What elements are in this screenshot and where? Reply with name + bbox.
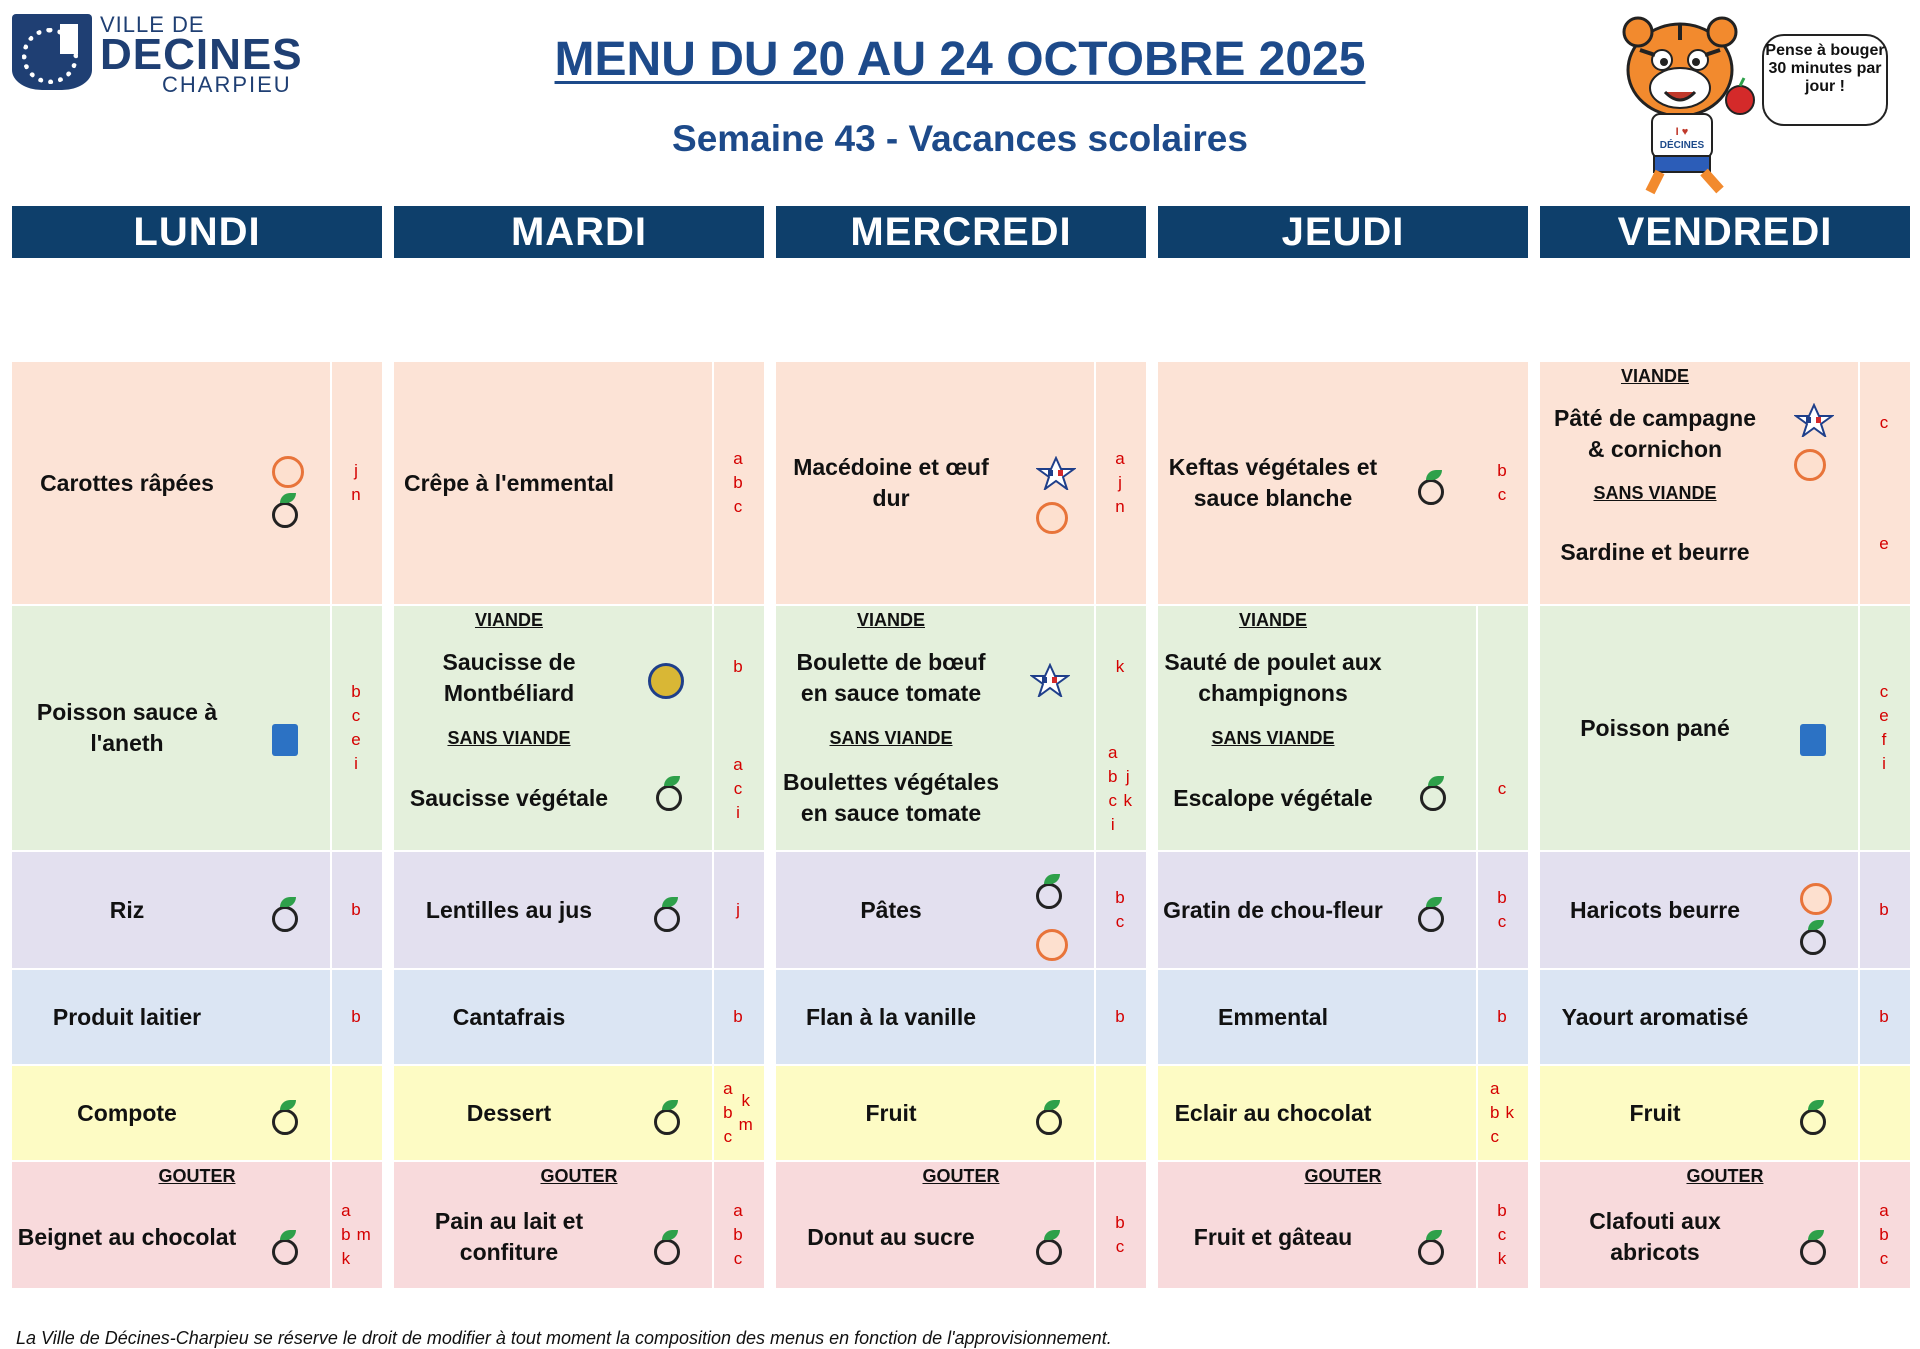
dish-name: Riz bbox=[109, 896, 145, 923]
allergen-column bbox=[357, 1223, 371, 1247]
igp-seal-icon bbox=[648, 663, 684, 699]
allergen-code: b bbox=[341, 1225, 351, 1244]
city-crest-icon bbox=[12, 14, 92, 90]
green-leaf-icon bbox=[1036, 1109, 1062, 1135]
allergen-code: c bbox=[723, 1127, 733, 1146]
allergen-codes bbox=[1476, 1066, 1528, 1160]
dish-name: Poisson sauce à l'aneth bbox=[36, 699, 218, 756]
dish-name: Boulettes végétales en sauce tomate bbox=[782, 769, 1000, 826]
dish-name: Beignet au chocolat bbox=[17, 1223, 237, 1250]
allergen-column bbox=[351, 459, 360, 507]
green-leaf-icon bbox=[656, 785, 682, 811]
dish-name: Produit laitier bbox=[52, 1003, 202, 1030]
allergen-code: k bbox=[1115, 657, 1125, 676]
green-leaf-icon bbox=[1036, 883, 1062, 909]
allergen-column bbox=[1497, 886, 1506, 934]
allergen-column bbox=[1879, 1005, 1888, 1029]
logo-line3: CHARPIEU bbox=[162, 72, 292, 97]
green-leaf-icon bbox=[1418, 1239, 1444, 1265]
allergen-code: k bbox=[741, 1091, 750, 1110]
allergen-codes bbox=[1476, 728, 1528, 850]
green-leaf-icon bbox=[654, 1239, 680, 1265]
allergen-code: c bbox=[1497, 485, 1507, 504]
allergen-column bbox=[1115, 447, 1124, 519]
allergen-column bbox=[1115, 886, 1124, 934]
dish-name: Pâté de campagne & cornichon bbox=[1554, 404, 1756, 462]
allergen-code: b bbox=[351, 900, 361, 919]
orange-badge-icon bbox=[1036, 929, 1068, 961]
allergen-codes bbox=[712, 362, 764, 604]
orange-badge-icon bbox=[272, 456, 304, 488]
allergen-code: c bbox=[1490, 1127, 1499, 1146]
allergen-column bbox=[723, 1077, 732, 1149]
allergen-codes bbox=[712, 970, 764, 1064]
allergen-code: c bbox=[1497, 779, 1507, 798]
allergen-code: c bbox=[1115, 1237, 1125, 1256]
allergen-codes bbox=[1094, 606, 1146, 728]
dish-name: Haricots beurre bbox=[1569, 896, 1740, 923]
allergen-column bbox=[351, 898, 360, 922]
page-subtitle: Semaine 43 - Vacances scolaires bbox=[672, 118, 1248, 159]
city-logo[interactable] bbox=[12, 10, 303, 97]
green-leaf-icon bbox=[1420, 785, 1446, 811]
allergen-codes bbox=[1476, 606, 1528, 728]
dish-name: Fruit bbox=[1629, 1099, 1681, 1126]
green-leaf-icon bbox=[1418, 906, 1444, 932]
allergen-codes bbox=[1094, 1186, 1146, 1284]
allergen-codes bbox=[330, 1066, 382, 1160]
allergen-code: a bbox=[733, 449, 743, 468]
orange-badge-icon bbox=[1800, 883, 1832, 915]
orange-badge-icon bbox=[1794, 449, 1826, 481]
allergen-code: c bbox=[733, 779, 743, 798]
dish-name: Compote bbox=[77, 1099, 177, 1126]
section-label: GOUTER bbox=[540, 1166, 618, 1186]
section-label: VIANDE bbox=[856, 610, 925, 630]
allergen-code: b bbox=[733, 657, 743, 676]
allergen-codes bbox=[330, 852, 382, 968]
logo-line1: VILLE DE bbox=[100, 12, 205, 37]
svg-text:I ♥: I ♥ bbox=[1675, 126, 1689, 138]
allergen-code: c bbox=[1497, 1225, 1507, 1244]
dish-name: Emmental bbox=[1218, 1003, 1328, 1030]
allergen-codes bbox=[1858, 1066, 1910, 1160]
allergen-column bbox=[733, 1199, 742, 1271]
dish-name: Saucisse végétale bbox=[409, 784, 609, 811]
section-label: VIANDE bbox=[1620, 366, 1689, 386]
allergen-code: a bbox=[733, 1201, 743, 1220]
allergen-codes bbox=[330, 362, 382, 604]
allergen-code: f bbox=[1881, 730, 1887, 749]
allergen-column bbox=[1879, 1199, 1888, 1271]
allergen-codes bbox=[712, 728, 764, 850]
allergen-column bbox=[733, 447, 742, 519]
green-leaf-icon bbox=[272, 1109, 298, 1135]
allergen-code: b bbox=[1497, 1201, 1507, 1220]
section-label: GOUTER bbox=[158, 1166, 236, 1186]
allergen-codes bbox=[1476, 852, 1528, 968]
dish-name: Dessert bbox=[466, 1099, 552, 1126]
dish-name: Saucisse de Montbéliard bbox=[442, 649, 576, 706]
allergen-code: c bbox=[733, 497, 743, 516]
france-star-icon bbox=[1030, 663, 1070, 702]
allergen-code: c bbox=[1879, 1249, 1889, 1268]
allergen-codes bbox=[712, 852, 764, 968]
allergen-code: b bbox=[1497, 461, 1507, 480]
tiger-mascot bbox=[1610, 10, 1910, 200]
dish-name: Sauté de poulet aux champignons bbox=[1164, 649, 1382, 706]
allergen-code: b bbox=[1879, 1225, 1889, 1244]
dish-name: Crêpe à l'emmental bbox=[404, 469, 614, 496]
footer-disclaimer: La Ville de Décines-Charpieu se réserve le droit de modifier à tout moment la composition des menus en fonction de l'approvisionnement. bbox=[16, 1328, 1112, 1348]
section-label: GOUTER bbox=[922, 1166, 1000, 1186]
allergen-column bbox=[1115, 1005, 1124, 1029]
allergen-codes bbox=[712, 1186, 764, 1284]
allergen-code: b bbox=[723, 1103, 733, 1122]
allergen-code: e bbox=[351, 730, 361, 749]
allergen-code: c bbox=[351, 706, 361, 725]
allergen-code: b bbox=[733, 1007, 743, 1026]
allergen-column bbox=[341, 1199, 350, 1271]
allergen-code: k bbox=[1505, 1103, 1514, 1122]
allergen-column bbox=[733, 655, 742, 679]
day-header-lundi: LUNDI bbox=[12, 206, 382, 258]
allergen-code: i bbox=[1882, 754, 1886, 773]
green-leaf-icon bbox=[1800, 929, 1826, 955]
allergen-codes bbox=[1858, 1186, 1910, 1284]
allergen-code: c bbox=[1115, 912, 1125, 931]
allergen-codes bbox=[1858, 970, 1910, 1064]
section-label: SANS VIANDE bbox=[447, 728, 571, 748]
allergen-code: a bbox=[1108, 743, 1118, 762]
dish-name: Fruit et gâteau bbox=[1193, 1223, 1353, 1250]
orange-badge-icon bbox=[1036, 502, 1068, 534]
dish-name: Escalope végétale bbox=[1173, 784, 1373, 811]
france-star-icon bbox=[1794, 403, 1834, 442]
dish-name: Carottes râpées bbox=[40, 469, 214, 496]
tiger-icon bbox=[1610, 10, 1780, 200]
dish-name: Donut au sucre bbox=[807, 1223, 975, 1250]
dish-name: Flan à la vanille bbox=[805, 1003, 977, 1030]
allergen-codes bbox=[712, 1066, 764, 1160]
allergen-column bbox=[351, 680, 360, 776]
allergen-code: i bbox=[354, 754, 358, 773]
allergen-code: j bbox=[1125, 767, 1130, 786]
green-leaf-icon bbox=[272, 502, 298, 528]
allergen-code: b bbox=[1115, 1007, 1125, 1026]
dish-name: Keftas végétales et sauce blanche bbox=[1168, 454, 1378, 511]
allergen-codes bbox=[1476, 970, 1528, 1064]
allergen-code: c bbox=[1108, 791, 1117, 810]
dish-name: Poisson pané bbox=[1580, 714, 1730, 741]
allergen-column bbox=[1879, 680, 1888, 776]
allergen-code: b bbox=[351, 1007, 361, 1026]
allergen-code: b bbox=[1879, 1007, 1889, 1026]
allergen-codes bbox=[1094, 852, 1146, 968]
green-leaf-icon bbox=[272, 1239, 298, 1265]
allergen-column bbox=[736, 898, 740, 922]
allergen-column bbox=[733, 753, 742, 825]
allergen-codes bbox=[1094, 728, 1146, 850]
allergen-codes bbox=[1858, 483, 1910, 604]
allergen-codes bbox=[330, 970, 382, 1064]
dish-name: Cantafrais bbox=[452, 1003, 566, 1030]
dish-name: Macédoine et œuf dur bbox=[793, 454, 989, 511]
svg-text:DÉCINES: DÉCINES bbox=[1659, 140, 1705, 151]
logo-line2: DECINES bbox=[100, 30, 303, 79]
allergen-code: a bbox=[1115, 449, 1125, 468]
allergen-codes bbox=[1476, 1186, 1528, 1284]
allergen-column bbox=[739, 1089, 753, 1137]
allergen-codes bbox=[330, 1186, 382, 1284]
allergen-column bbox=[1497, 1199, 1506, 1271]
allergen-code: b bbox=[733, 473, 743, 492]
dish-name: Boulette de bœuf en sauce tomate bbox=[796, 649, 986, 706]
allergen-code: b bbox=[1115, 888, 1125, 907]
dish-name: Eclair au chocolat bbox=[1174, 1099, 1372, 1126]
allergen-column bbox=[1879, 532, 1888, 556]
day-header-vendredi: VENDREDI bbox=[1540, 206, 1910, 258]
allergen-codes bbox=[712, 606, 764, 728]
dish-name: Clafouti aux abricots bbox=[1589, 1208, 1721, 1265]
allergen-code: c bbox=[1497, 912, 1507, 931]
allergen-code: m bbox=[356, 1225, 371, 1244]
allergen-column bbox=[1498, 777, 1507, 801]
green-leaf-icon bbox=[1418, 479, 1444, 505]
allergen-code: j bbox=[1118, 473, 1122, 492]
allergen-code: a bbox=[1879, 1201, 1889, 1220]
allergen-code: a bbox=[1490, 1079, 1500, 1098]
allergen-column bbox=[1108, 741, 1117, 837]
dish-name: Pâtes bbox=[860, 896, 922, 923]
speech-bubble: Pense à bouger 30 minutes par jour ! bbox=[1762, 34, 1888, 126]
allergen-code: c bbox=[1879, 682, 1889, 701]
section-label: SANS VIANDE bbox=[1593, 483, 1717, 503]
allergen-column bbox=[1497, 459, 1506, 507]
allergen-code: e bbox=[1879, 533, 1889, 553]
section-label: GOUTER bbox=[1686, 1166, 1764, 1186]
allergen-code: k bbox=[1497, 1249, 1507, 1268]
dish-name: Sardine et beurre bbox=[1560, 539, 1750, 565]
allergen-codes bbox=[330, 606, 382, 850]
green-leaf-icon bbox=[654, 906, 680, 932]
allergen-codes bbox=[1476, 362, 1528, 604]
green-leaf-icon bbox=[272, 906, 298, 932]
allergen-code: b bbox=[1497, 888, 1507, 907]
allergen-code: n bbox=[351, 485, 361, 504]
day-header-jeudi: JEUDI bbox=[1158, 206, 1528, 258]
allergen-codes bbox=[1858, 362, 1910, 483]
allergen-code: b bbox=[733, 1225, 743, 1244]
france-star-icon bbox=[1036, 456, 1076, 495]
allergen-codes bbox=[1094, 1066, 1146, 1160]
allergen-codes bbox=[1858, 852, 1910, 968]
allergen-code: b bbox=[351, 682, 361, 701]
allergen-code: j bbox=[736, 900, 740, 919]
dish-name: Yaourt aromatisé bbox=[1561, 1003, 1749, 1030]
green-leaf-icon bbox=[1800, 1109, 1826, 1135]
allergen-code: a bbox=[733, 755, 743, 774]
allergen-code: a bbox=[341, 1201, 351, 1220]
allergen-column bbox=[1490, 1077, 1499, 1149]
allergen-column bbox=[1505, 1101, 1514, 1125]
allergen-code: b bbox=[1490, 1103, 1500, 1122]
allergen-code: c bbox=[1879, 412, 1889, 432]
allergen-code: i bbox=[736, 803, 740, 822]
allergen-code: k bbox=[341, 1249, 351, 1268]
allergen-code: j bbox=[354, 461, 358, 480]
allergen-codes bbox=[1858, 606, 1910, 850]
allergen-code: m bbox=[738, 1115, 753, 1134]
section-label: VIANDE bbox=[1238, 610, 1307, 630]
dish-name: Gratin de chou-fleur bbox=[1163, 896, 1383, 923]
green-leaf-icon bbox=[1036, 1239, 1062, 1265]
allergen-column bbox=[733, 1005, 742, 1029]
green-leaf-icon bbox=[654, 1109, 680, 1135]
allergen-code: i bbox=[1110, 815, 1115, 834]
allergen-column bbox=[351, 1005, 360, 1029]
section-label: SANS VIANDE bbox=[1211, 728, 1335, 748]
allergen-code: n bbox=[1115, 497, 1125, 516]
section-label: VIANDE bbox=[474, 610, 543, 630]
allergen-column bbox=[1123, 765, 1132, 813]
allergen-column bbox=[1115, 1211, 1124, 1259]
dish-name: Lentilles au jus bbox=[425, 896, 593, 923]
header bbox=[0, 0, 1920, 200]
page-title: MENU DU 20 AU 24 OCTOBRE 2025 bbox=[554, 33, 1366, 86]
allergen-column bbox=[1116, 655, 1125, 679]
section-label: GOUTER bbox=[1304, 1166, 1382, 1186]
section-label: SANS VIANDE bbox=[829, 728, 953, 748]
allergen-code: e bbox=[1879, 706, 1889, 725]
day-header-mardi: MARDI bbox=[394, 206, 764, 258]
allergen-code: k bbox=[1123, 791, 1132, 810]
allergen-code: b bbox=[1879, 900, 1889, 919]
allergen-code: b bbox=[1108, 767, 1118, 786]
allergen-column bbox=[1880, 411, 1889, 435]
dish-name: Fruit bbox=[865, 1099, 917, 1126]
allergen-codes bbox=[1094, 362, 1146, 604]
allergen-code: b bbox=[1497, 1007, 1507, 1026]
blue-label-icon bbox=[1800, 724, 1826, 756]
day-header-mercredi: MERCREDI bbox=[776, 206, 1146, 258]
dish-name: Pain au lait et confiture bbox=[434, 1208, 584, 1265]
allergen-codes bbox=[1094, 970, 1146, 1064]
allergen-code: c bbox=[733, 1249, 743, 1268]
green-leaf-icon bbox=[1800, 1239, 1826, 1265]
allergen-column bbox=[1497, 1005, 1506, 1029]
allergen-column bbox=[1879, 898, 1888, 922]
blue-label-icon bbox=[272, 724, 298, 756]
allergen-code: a bbox=[723, 1079, 733, 1098]
allergen-code: b bbox=[1115, 1213, 1125, 1232]
